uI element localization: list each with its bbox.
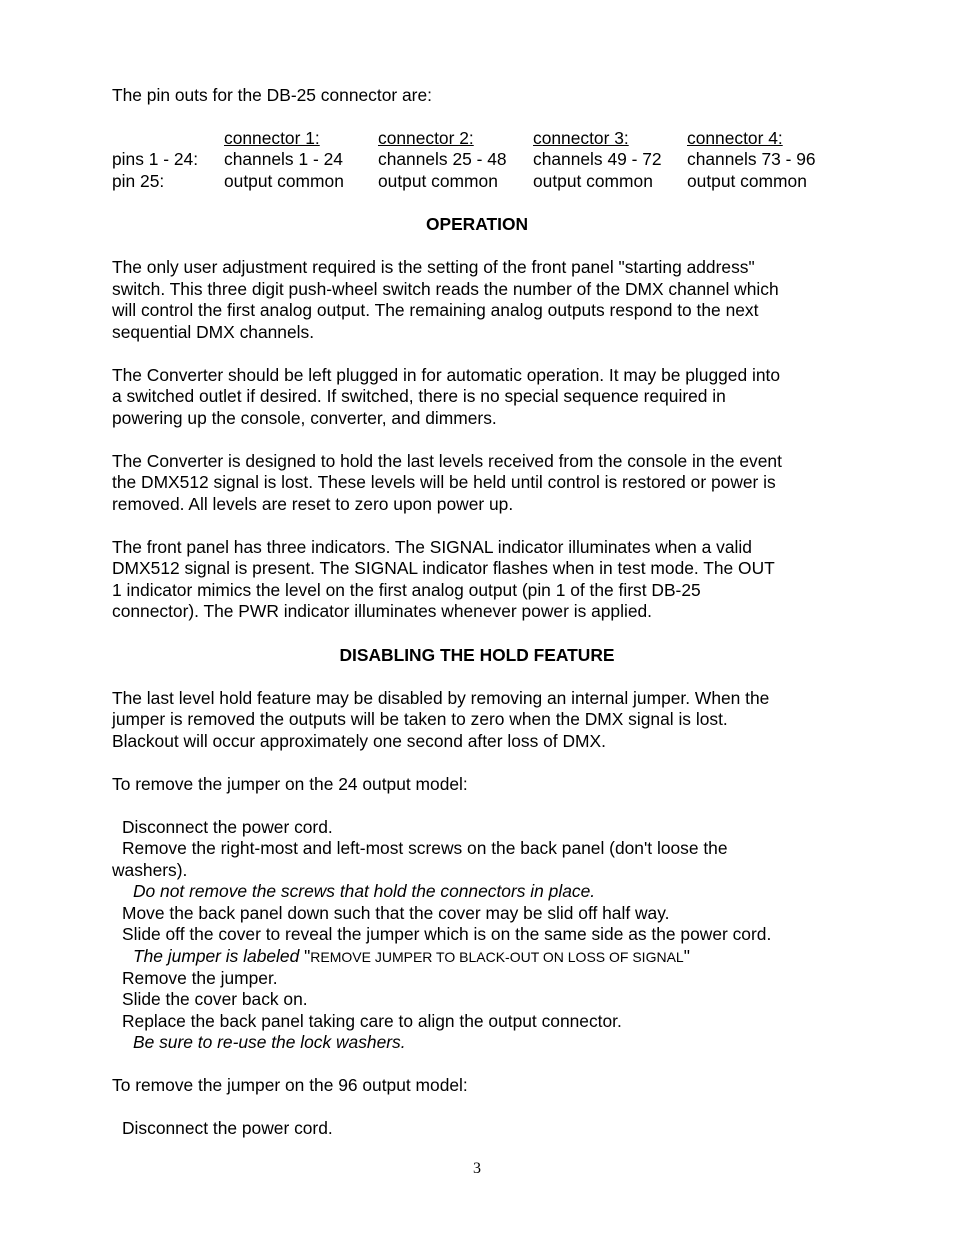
table-cell: output common bbox=[533, 171, 653, 191]
table-row-label: pins 1 - 24: bbox=[112, 149, 199, 169]
table-header: connector 4: bbox=[687, 128, 783, 148]
text-line: The only user adjustment required is the setting of the front panel "starting address" bbox=[112, 257, 755, 277]
note-quote-close: " bbox=[683, 946, 690, 966]
text-line: 1 indicator mimics the level on the first analog output (pin 1 of the first DB-25 bbox=[112, 580, 701, 600]
table-header: connector 3: bbox=[533, 128, 629, 148]
step-item: Slide the cover back on. bbox=[122, 989, 308, 1009]
step-item-continued: washers). bbox=[112, 860, 188, 880]
table-cell: output common bbox=[378, 171, 498, 191]
section-heading-hold: DISABLING THE HOLD FEATURE bbox=[339, 645, 615, 665]
note-italic-text: The jumper is labeled bbox=[133, 946, 300, 966]
model-96-intro: To remove the jumper on the 96 output model: bbox=[112, 1075, 468, 1095]
text-line: Blackout will occur approximately one second after loss of DMX. bbox=[112, 731, 606, 751]
text-line: The Converter is designed to hold the last levels received from the console in the event bbox=[112, 451, 782, 471]
text-line: removed. All levels are reset to zero upon power up. bbox=[112, 494, 514, 514]
step-note: Do not remove the screws that hold the connectors in place. bbox=[133, 881, 596, 901]
text-line: powering up the console, converter, and dimmers. bbox=[112, 408, 497, 428]
text-line: jumper is removed the outputs will be taken to zero when the DMX signal is lost. bbox=[112, 709, 728, 729]
text-line: sequential DMX channels. bbox=[112, 322, 315, 342]
table-cell: output common bbox=[687, 171, 807, 191]
table-cell: channels 73 - 96 bbox=[687, 149, 816, 169]
step-item: Replace the back panel taking care to align the output connector. bbox=[122, 1011, 622, 1031]
step-item: Disconnect the power cord. bbox=[122, 817, 333, 837]
text-line: DMX512 signal is present. The SIGNAL indicator flashes when in test mode. The OUT bbox=[112, 558, 775, 578]
page-number: 3 bbox=[473, 1160, 481, 1177]
text-line: The Converter should be left plugged in for automatic operation. It may be plugged into bbox=[112, 365, 781, 385]
note-quote-open: " bbox=[299, 946, 311, 966]
table-cell: channels 25 - 48 bbox=[378, 149, 507, 169]
table-row-label: pin 25: bbox=[112, 171, 165, 191]
section-heading-operation: OPERATION bbox=[425, 214, 529, 234]
intro-text: The pin outs for the DB-25 connector are: bbox=[112, 85, 432, 105]
step-note: Be sure to re-use the lock washers. bbox=[133, 1032, 406, 1052]
text-line: The last level hold feature may be disabled by removing an internal jumper. When the bbox=[112, 688, 770, 708]
table-header: connector 2: bbox=[378, 128, 474, 148]
table-header: connector 1: bbox=[224, 128, 320, 148]
text-line: The front panel has three indicators. The SIGNAL indicator illuminates when a valid bbox=[112, 537, 752, 557]
text-line: switch. This three digit push-wheel switch reads the number of the DMX channel which bbox=[112, 279, 779, 299]
table-cell: channels 49 - 72 bbox=[533, 149, 662, 169]
table-cell: channels 1 - 24 bbox=[224, 149, 343, 169]
text-line: a switched outlet if desired. If switched, there is no special sequence required in bbox=[112, 386, 726, 406]
step-note bbox=[133, 946, 690, 968]
model-24-intro: To remove the jumper on the 24 output model: bbox=[112, 774, 468, 794]
step-item: Slide off the cover to reveal the jumper which is on the same side as the power cord. bbox=[122, 924, 772, 944]
text-line: the DMX512 signal is lost. These levels will be held until control is restored or power is bbox=[112, 472, 776, 492]
table-cell: output common bbox=[224, 171, 344, 191]
step-item: Remove the right-most and left-most screws on the back panel (don't loose the bbox=[122, 838, 728, 858]
step-item: Move the back panel down such that the cover may be slid off half way. bbox=[122, 903, 670, 923]
jumper-label: REMOVE JUMPER TO BLACK-OUT ON LOSS OF SIGNAL bbox=[310, 949, 684, 965]
text-line: will control the first analog output. The remaining analog outputs respond to the next bbox=[112, 300, 759, 320]
step-item: Remove the jumper. bbox=[122, 968, 278, 988]
text-line: connector). The PWR indicator illuminates whenever power is applied. bbox=[112, 601, 653, 621]
step-item: Disconnect the power cord. bbox=[122, 1118, 333, 1138]
